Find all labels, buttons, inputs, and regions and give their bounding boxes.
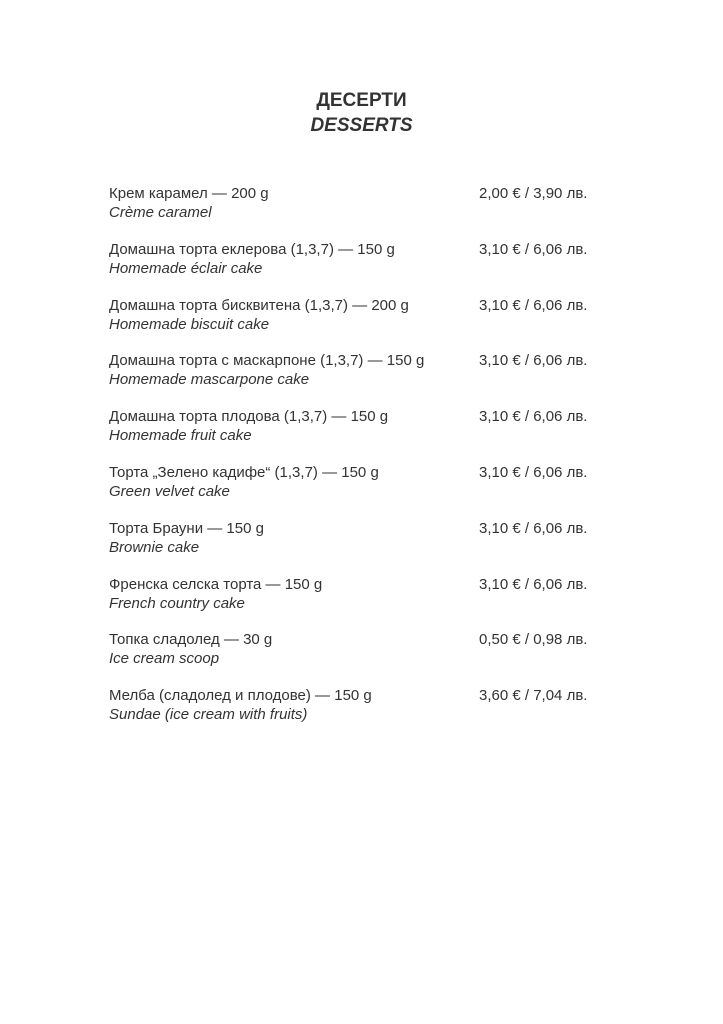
item-name-bg: Торта „Зелено кадифе“ (1,3,7) — 150 g bbox=[109, 463, 379, 481]
item-name-bg: Домашна торта плодова (1,3,7) — 150 g bbox=[109, 408, 389, 426]
menu-item bbox=[109, 296, 609, 352]
item-name-bg: Крем карамел — 200 g bbox=[109, 185, 269, 202]
item-price: 3,10 € / 6,06 лв. bbox=[479, 575, 588, 593]
menu-item bbox=[109, 240, 609, 296]
item-price: 3,10 € / 6,06 лв. bbox=[479, 352, 588, 370]
menu-item bbox=[109, 686, 609, 742]
item-price: 3,10 € / 6,06 лв. bbox=[479, 519, 588, 537]
page-title-bg: ДЕСЕРТИ bbox=[316, 90, 407, 111]
item-price: 3,10 € / 6,06 лв. bbox=[479, 296, 588, 314]
menu-item bbox=[109, 184, 609, 240]
menu-item bbox=[109, 463, 609, 519]
item-name-bg: Торта Брауни — 150 g bbox=[109, 519, 264, 537]
menu-item bbox=[109, 630, 609, 686]
item-name-bg: Мелба (сладолед и плодове) — 150 g bbox=[109, 687, 372, 705]
dessert-list bbox=[109, 184, 609, 742]
item-name-en: Homemade biscuit cake bbox=[109, 315, 270, 333]
item-price: 3,10 € / 6,06 лв. bbox=[479, 240, 588, 258]
menu-item bbox=[109, 519, 609, 575]
item-price: 3,60 € / 7,04 лв. bbox=[479, 687, 588, 705]
item-name-bg: Топка сладолед — 30 g bbox=[109, 631, 273, 649]
item-name-en: French country cake bbox=[109, 594, 245, 612]
item-price: 0,50 € / 0,98 лв. bbox=[479, 631, 588, 649]
item-name-bg: Домашна торта еклерова (1,3,7) — 150 g bbox=[109, 240, 395, 258]
item-name-en: Crème caramel bbox=[109, 204, 212, 221]
menu-item bbox=[109, 407, 609, 463]
item-name-en: Homemade fruit cake bbox=[109, 427, 252, 445]
item-name-bg: Френска селска торта — 150 g bbox=[109, 575, 323, 593]
item-name-en: Homemade éclair cake bbox=[109, 259, 263, 277]
item-price: 2,00 € / 3,90 лв. bbox=[479, 185, 588, 202]
item-name-en: Sundae (ice cream with fruits) bbox=[109, 706, 308, 724]
item-price: 3,10 € / 6,06 лв. bbox=[479, 408, 588, 426]
item-name-en: Brownie cake bbox=[109, 538, 200, 556]
item-name-en: Green velvet cake bbox=[109, 482, 230, 500]
page-title-en: DESSERTS bbox=[310, 115, 413, 136]
item-name-en: Ice cream scoop bbox=[109, 650, 220, 668]
menu-item bbox=[109, 351, 609, 407]
item-name-en: Homemade mascarpone cake bbox=[109, 371, 310, 389]
menu-item bbox=[109, 575, 609, 631]
item-name-bg: Домашна торта бисквитена (1,3,7) — 200 g bbox=[109, 296, 409, 314]
item-price: 3,10 € / 6,06 лв. bbox=[479, 463, 588, 481]
item-name-bg: Домашна торта с маскарпоне (1,3,7) — 150 g bbox=[109, 352, 425, 370]
